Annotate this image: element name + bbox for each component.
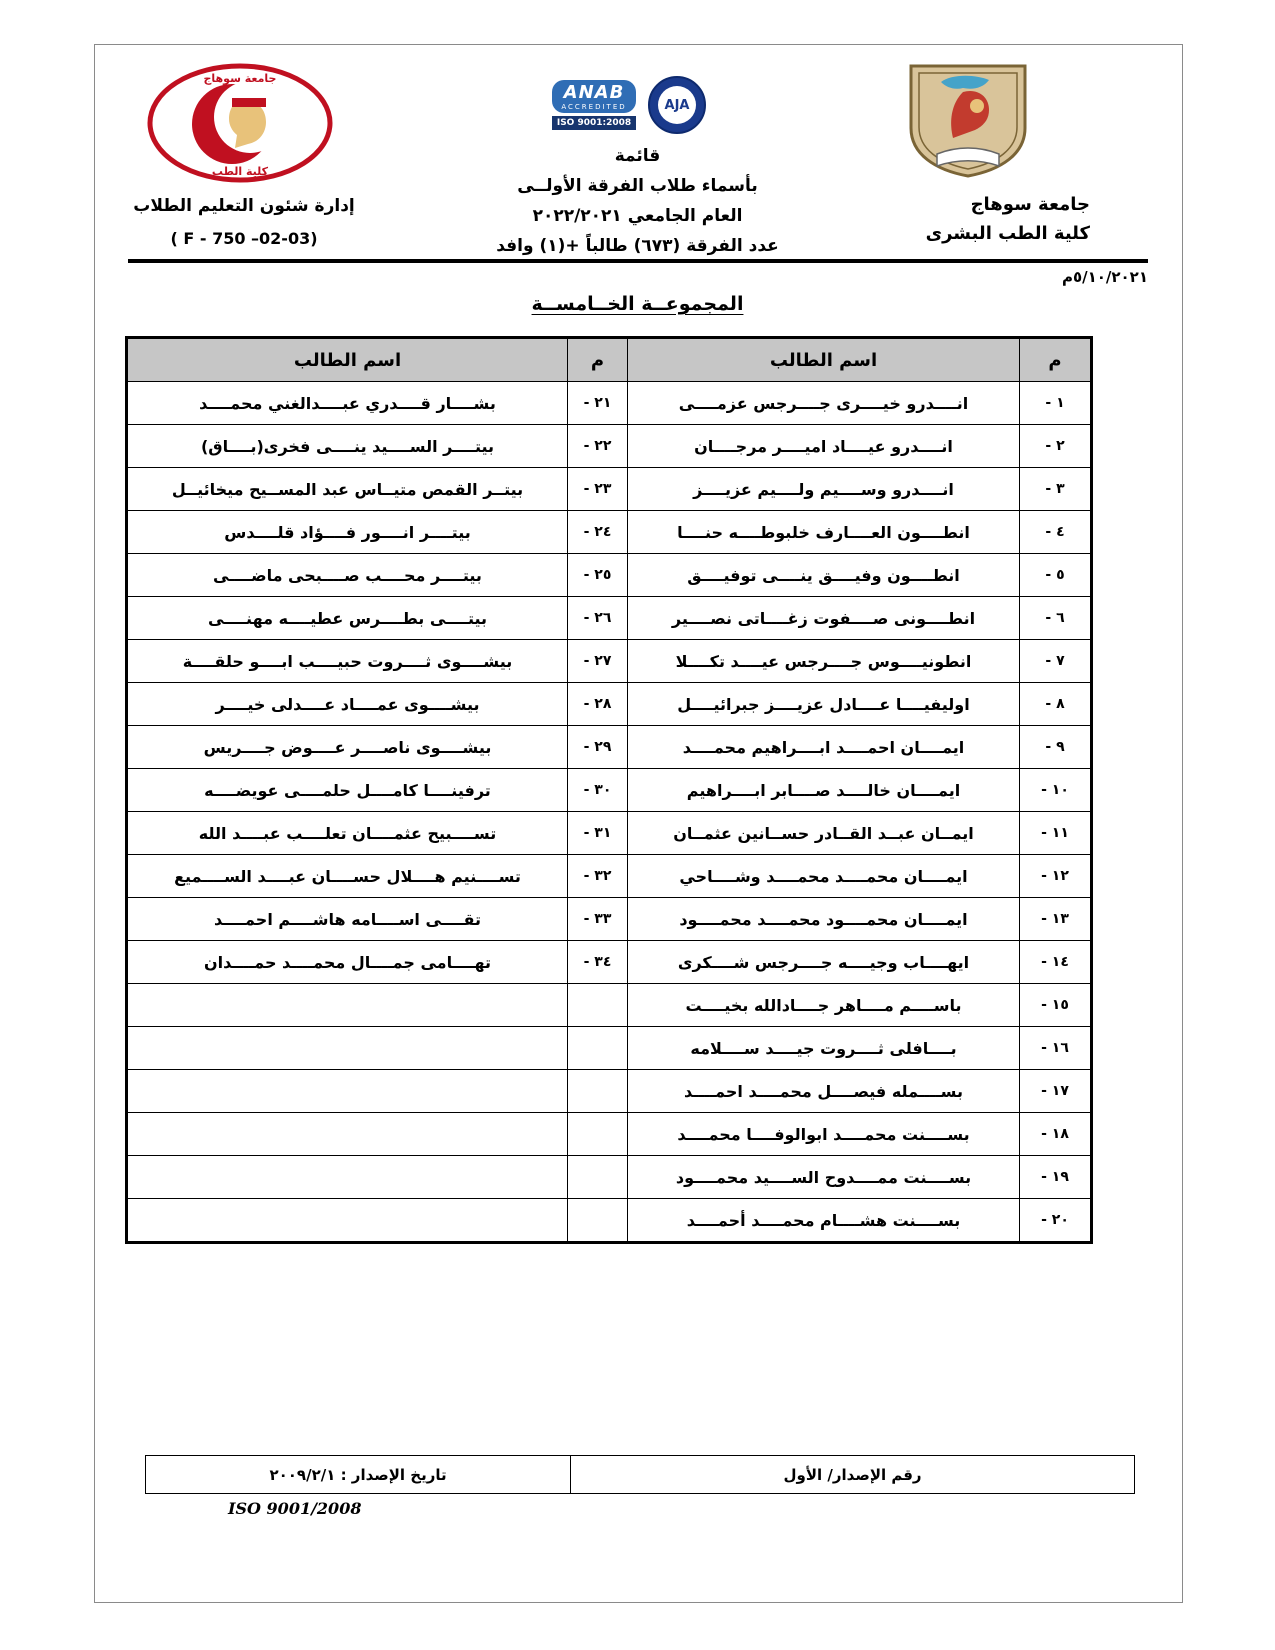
left-serial-cell: ٢٨ -: [568, 683, 628, 726]
right-serial-cell: ١٥ -: [1020, 984, 1092, 1027]
aja-ring: [648, 76, 706, 134]
right-serial-cell: ١٤ -: [1020, 941, 1092, 984]
anab-accredited-label: ACCREDITED: [561, 103, 627, 111]
left-student-name-cell: تهــــامى جمــــال محمــــد حمــــدان: [127, 941, 568, 984]
left-student-name-cell: [127, 1070, 568, 1113]
left-student-name-cell: تســــنيم هــــلال حســــان عبــــد الســــميع: [127, 855, 568, 898]
left-student-name-cell: بيتــــر انــــور فــــؤاد قلــــدس: [127, 511, 568, 554]
footer-row: [146, 1456, 1135, 1494]
right-student-name-cell: ايهــــاب وجيــــه جــــرجس شــــكرى: [628, 941, 1020, 984]
document-date: ٥/١٠/٢٠٢١م: [1061, 268, 1148, 286]
left-serial-cell: ٢١ -: [568, 382, 628, 425]
right-student-name-cell: انــــدرو وســــيم ولــــيم عزيــــز: [628, 468, 1020, 511]
right-serial-cell: ١٠ -: [1020, 769, 1092, 812]
right-student-name-cell: انطونيــــوس جــــرجس عيــــد تكــــلا: [628, 640, 1020, 683]
right-serial-cell: ١٣ -: [1020, 898, 1092, 941]
list-title: قائمة: [614, 146, 661, 166]
right-student-name-cell: بســــنت هشــــام محمــــد أحمــــد: [628, 1199, 1020, 1243]
right-student-name-cell: اوليفيــــا عــــادل عزيــــز جبرائيــــل: [628, 683, 1020, 726]
left-serial-cell: ٣٤ -: [568, 941, 628, 984]
student-table-row: [127, 1113, 1092, 1156]
issue-number: رقم الإصدار/ الأول: [571, 1456, 1135, 1494]
left-student-name-cell: بيشــــوى عمــــاد عــــدلى خيــــر: [127, 683, 568, 726]
left-serial-cell: ٢٢ -: [568, 425, 628, 468]
student-table-row: [127, 812, 1092, 855]
right-serial-cell: ٩ -: [1020, 726, 1092, 769]
academic-year-line: العام الجامعي ٢٠٢٢/٢٠٢١: [532, 206, 743, 226]
right-serial-cell: ٨ -: [1020, 683, 1092, 726]
left-student-name-cell: [127, 1113, 568, 1156]
left-serial-cell: [568, 1027, 628, 1070]
right-serial-cell: ٦ -: [1020, 597, 1092, 640]
university-name: جامعة سوهاج: [970, 194, 1090, 215]
anab-iso-label: ISO 9001:2008: [552, 116, 636, 130]
right-student-name-cell: انــــدرو عيــــاد اميــــر مرجــــان: [628, 425, 1020, 468]
student-table-row: [127, 425, 1092, 468]
left-serial-cell: [568, 1113, 628, 1156]
right-student-name-cell: باســــم مــــاهر جــــادالله بخيــــت: [628, 984, 1020, 1027]
university-block: [845, 190, 1090, 248]
left-serial-cell: ٢٤ -: [568, 511, 628, 554]
department-line: إدارة شئون التعليم الطلاب: [133, 196, 355, 216]
left-student-name-cell: بيشــــوى ثــــروت حبيــــب ابــــو حلقــــة: [127, 640, 568, 683]
issue-date: تاريخ الإصدار : ٢٠٠٩/٢/١: [146, 1456, 571, 1494]
student-table-row: [127, 984, 1092, 1027]
logo-text-top: جامعة سوهاج: [203, 72, 277, 85]
table-header-row: [127, 338, 1092, 382]
aja-logo: [648, 76, 706, 134]
right-student-name-cell: ايمــان عبــد القــادر حســانين عثمــان: [628, 812, 1020, 855]
aja-name-label: AJA: [664, 97, 690, 113]
left-serial-cell: ٢٩ -: [568, 726, 628, 769]
right-serial-cell: ١٦ -: [1020, 1027, 1092, 1070]
student-table-row: [127, 511, 1092, 554]
right-serial-cell: ١٨ -: [1020, 1113, 1092, 1156]
group-title: المجموعــة الخــامســة: [531, 293, 744, 315]
left-serial-cell: [568, 1199, 628, 1243]
right-student-name-cell: بســــنت محمــــد ابوالوفــــا محمــــد: [628, 1113, 1020, 1156]
serial-header-left: م: [568, 338, 628, 382]
name-header-left: اسم الطالب: [127, 338, 568, 382]
right-serial-cell: ٢٠ -: [1020, 1199, 1092, 1243]
anab-name-label: ANAB: [563, 82, 625, 103]
left-serial-cell: [568, 1070, 628, 1113]
right-student-name-cell: ايمــــان احمــــد ابــــراهيم محمــــد: [628, 726, 1020, 769]
right-serial-cell: ٧ -: [1020, 640, 1092, 683]
class-count-line: عدد الفرقة (٦٧٣) طالباً +(١) وافد: [496, 236, 779, 256]
student-table-row: [127, 468, 1092, 511]
header-divider: [128, 259, 1148, 263]
right-student-name-cell: انــــدرو خيــــرى جــــرجس عزمــــى: [628, 382, 1020, 425]
university-shield-svg: [903, 60, 1033, 182]
left-serial-cell: ٣٣ -: [568, 898, 628, 941]
faculty-oval-logo-svg: [146, 62, 334, 184]
students-table-body: [127, 382, 1092, 1243]
student-table-row: [127, 941, 1092, 984]
right-serial-cell: ١٩ -: [1020, 1156, 1092, 1199]
student-table-row: [127, 683, 1092, 726]
anab-badge: [552, 80, 636, 113]
header-center-block: [420, 141, 855, 261]
faculty-oval-logo: [146, 62, 334, 188]
right-serial-cell: ١٧ -: [1020, 1070, 1092, 1113]
right-student-name-cell: بســــنت ممــــدوح الســــيد محمــــود: [628, 1156, 1020, 1199]
student-table-row: [127, 597, 1092, 640]
left-serial-cell: [568, 1156, 628, 1199]
student-table-row: [127, 640, 1092, 683]
right-serial-cell: ٢ -: [1020, 425, 1092, 468]
student-table-row: [127, 898, 1092, 941]
left-student-name-cell: تســــبيح عثمــــان تعلــــب عبــــد الله: [127, 812, 568, 855]
serial-header-right: م: [1020, 338, 1092, 382]
aja-inner-circle: [658, 86, 696, 124]
left-serial-cell: ٢٦ -: [568, 597, 628, 640]
left-serial-cell: ٢٥ -: [568, 554, 628, 597]
right-student-name-cell: ايمــــان محمــــد محمــــد وشــــاحي: [628, 855, 1020, 898]
left-student-name-cell: [127, 1027, 568, 1070]
left-student-name-cell: تقــــى اســــامه هاشــــم احمــــد: [127, 898, 568, 941]
right-student-name-cell: ايمــــان خالــــد صــــابر ابــــراهيم: [628, 769, 1020, 812]
left-serial-cell: ٢٧ -: [568, 640, 628, 683]
left-student-name-cell: بيشــــوى ناصــــر عــــوض جــــريس: [127, 726, 568, 769]
student-table-row: [127, 1027, 1092, 1070]
right-serial-cell: ١ -: [1020, 382, 1092, 425]
right-serial-cell: ٤ -: [1020, 511, 1092, 554]
student-table-row: [127, 855, 1092, 898]
right-student-name-cell: انطــــون العــــارف خلبوطــــه حنــــا: [628, 511, 1020, 554]
left-student-name-cell: ترفينــــا كامــــل حلمــــى عويضــــه: [127, 769, 568, 812]
right-student-name-cell: ايمــــان محمــــود محمــــد محمــــود: [628, 898, 1020, 941]
right-student-name-cell: انطــــونى صــــفوت زغــــاتى نصــــير: [628, 597, 1020, 640]
left-student-name-cell: [127, 1199, 568, 1243]
left-student-name-cell: بيتــر القمص متيــاس عبد المســيح ميخائيــل: [127, 468, 568, 511]
student-table-row: [127, 769, 1092, 812]
left-serial-cell: ٢٣ -: [568, 468, 628, 511]
right-serial-cell: ٣ -: [1020, 468, 1092, 511]
university-shield-logo: [903, 60, 1033, 186]
right-student-name-cell: بســــمله فيصــــل محمــــد احمــــد: [628, 1070, 1020, 1113]
right-student-name-cell: انطــــون وفيــــق ينــــى توفيــــق: [628, 554, 1020, 597]
footer-table: [145, 1455, 1135, 1494]
left-student-name-cell: بشــــار قــــدري عبــــدالغني محمــــد: [127, 382, 568, 425]
form-code: ( F - 750 –02-03): [170, 229, 318, 248]
student-table-row: [127, 1070, 1092, 1113]
faculty-name: كلية الطب البشرى: [925, 223, 1090, 244]
logo-text-bottom: كلية الطب: [211, 165, 269, 178]
student-table-row: [127, 1199, 1092, 1243]
student-table-row: [127, 554, 1092, 597]
left-serial-cell: ٣٢ -: [568, 855, 628, 898]
name-header-right: اسم الطالب: [628, 338, 1020, 382]
left-student-name-cell: بيتــــر محــــب صــــبحى ماضــــى: [127, 554, 568, 597]
list-subtitle: بأسماء طلاب الفرقة الأولــى: [517, 176, 758, 196]
right-serial-cell: ١١ -: [1020, 812, 1092, 855]
right-student-name-cell: بــــافلى ثــــروت جيــــد ســــلامه: [628, 1027, 1020, 1070]
pharaoh-headdress-icon: [232, 98, 266, 107]
iso-certification: ISO 9001/2008: [228, 1499, 362, 1518]
anab-logo: [552, 80, 636, 130]
student-table-row: [127, 726, 1092, 769]
left-serial-cell: [568, 984, 628, 1027]
left-serial-cell: ٣٠ -: [568, 769, 628, 812]
left-student-name-cell: بيتــــى بطــــرس عطيــــه مهنــــى: [127, 597, 568, 640]
right-serial-cell: ٥ -: [1020, 554, 1092, 597]
student-table-row: [127, 1156, 1092, 1199]
left-student-name-cell: [127, 984, 568, 1027]
student-table-row: [127, 382, 1092, 425]
students-table: [125, 336, 1093, 1244]
right-serial-cell: ١٢ -: [1020, 855, 1092, 898]
left-student-name-cell: بيتــــر الســــيد ينــــى فخرى(بــــاق): [127, 425, 568, 468]
left-student-name-cell: [127, 1156, 568, 1199]
left-serial-cell: ٣١ -: [568, 812, 628, 855]
